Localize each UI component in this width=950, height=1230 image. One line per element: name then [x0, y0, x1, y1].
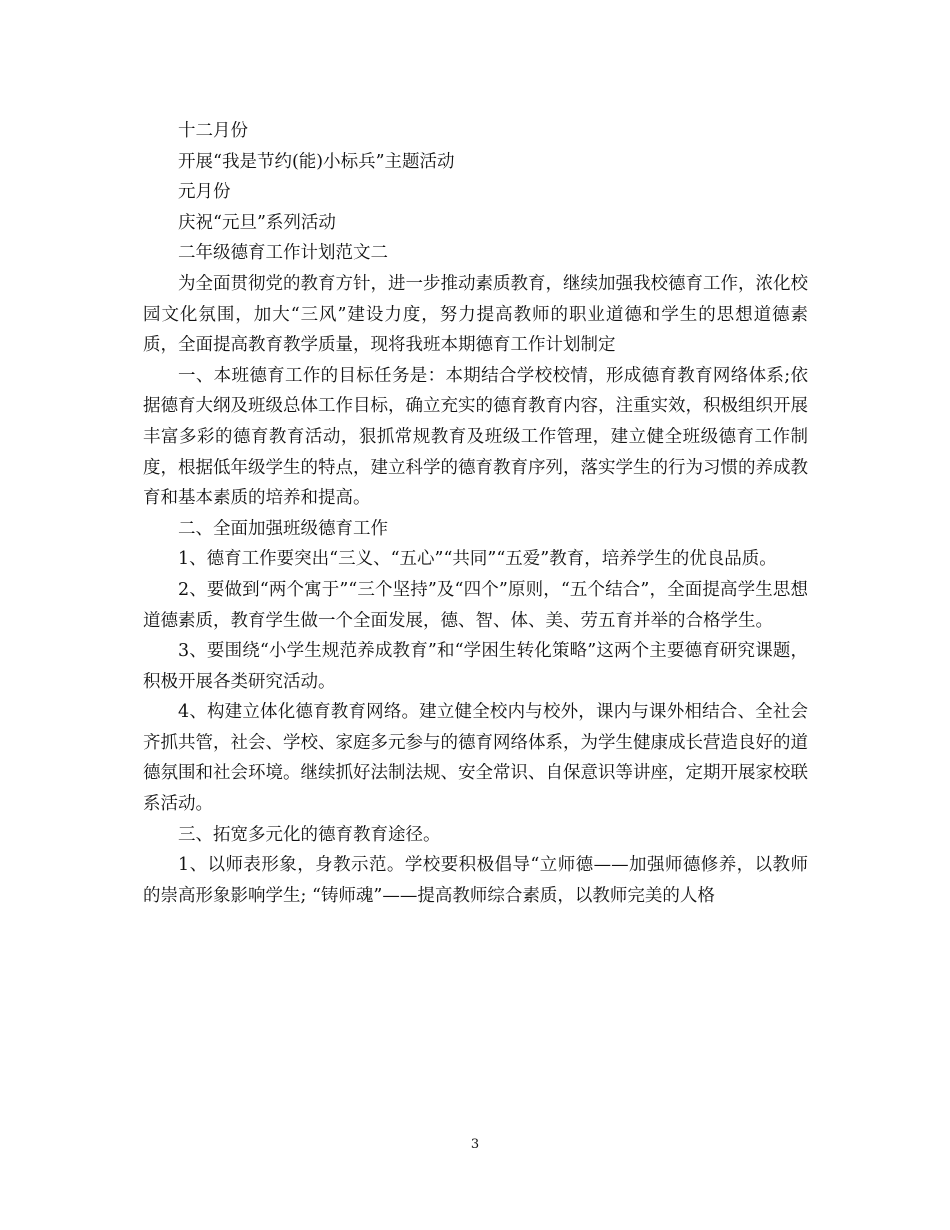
page-number: 3	[470, 1137, 480, 1152]
list-item-3: 3、要围绕“小学生规范养成教育”和“学困生转化策略”这两个主要德育研究课题，积极开展各类研究活动。	[143, 641, 808, 692]
section-heading-pathways: 三、拓宽多元化的德育教育途径。	[178, 824, 441, 845]
paragraph-introduction: 为全面贯彻党的教育方针，进一步推动素质教育，继续加强我校德育工作，浓化校园文化氛围，加大“三风”建设力度，努力提高教师的职业道德和学生的思想道德素质，全面提高教育教学质量，现将我班本期德育工作计划制定	[143, 273, 808, 356]
document-body	[143, 116, 808, 911]
paragraph-month-december: 十二月份	[178, 121, 248, 141]
list-item-1: 1、德育工作要突出“三义、“五心”“共同”“五爱”教育，培养学生的优良品质。	[178, 549, 777, 570]
section-heading-plan-two: 二年级德育工作计划范文二	[178, 243, 388, 264]
list-item-pathway-1: 1、以师表形象，身教示范。学校要积极倡导“立师德——加强师德修养，以教师的崇高形象影响学生; “铸师魂”——提高教师综合素质，以教师完美的人格	[143, 855, 808, 906]
paragraph-month-january: 元月份	[178, 182, 231, 203]
list-item-4: 4、构建立体化德育教育网络。建立健全校内与校外，课内与课外相结合、全社会齐抓共管，社会、学校、家庭多元参与的德育网络体系，为学生健康成长营造良好的道德氛围和社会环境。继续抓好法制法规、安全常识、自保意识等讲座，定期开展家校联系活动。	[143, 702, 808, 815]
section-heading-strengthen: 二、全面加强班级德育工作	[178, 518, 388, 539]
paragraph-activity-saving: 开展“我是节约(能)小标兵”主题活动	[178, 151, 455, 172]
paragraph-goals: 一、本班德育工作的目标任务是：本期结合学校校情，形成德育教育网络体系;依据德育大纲及班级总体工作目标，确立充实的德育教育内容，注重实效，积极组织开展丰富多彩的德育教育活动，狠抓常规教育及班级工作管理，建立健全班级德育工作制度，根据低年级学生的特点，建立科学的德育教育序列，落实学生的行为习惯的养成教育和基本素质的培养和提高。	[143, 365, 808, 509]
list-item-2: 2、要做到“两个寓于”“三个坚持”及“四个”原则，“五个结合”，全面提高学生思想道德素质，教育学生做一个全面发展，德、智、体、美、劳五育并举的合格学生。	[143, 579, 808, 631]
paragraph-activity-new-year: 庆祝“元旦”系列活动	[178, 212, 336, 233]
